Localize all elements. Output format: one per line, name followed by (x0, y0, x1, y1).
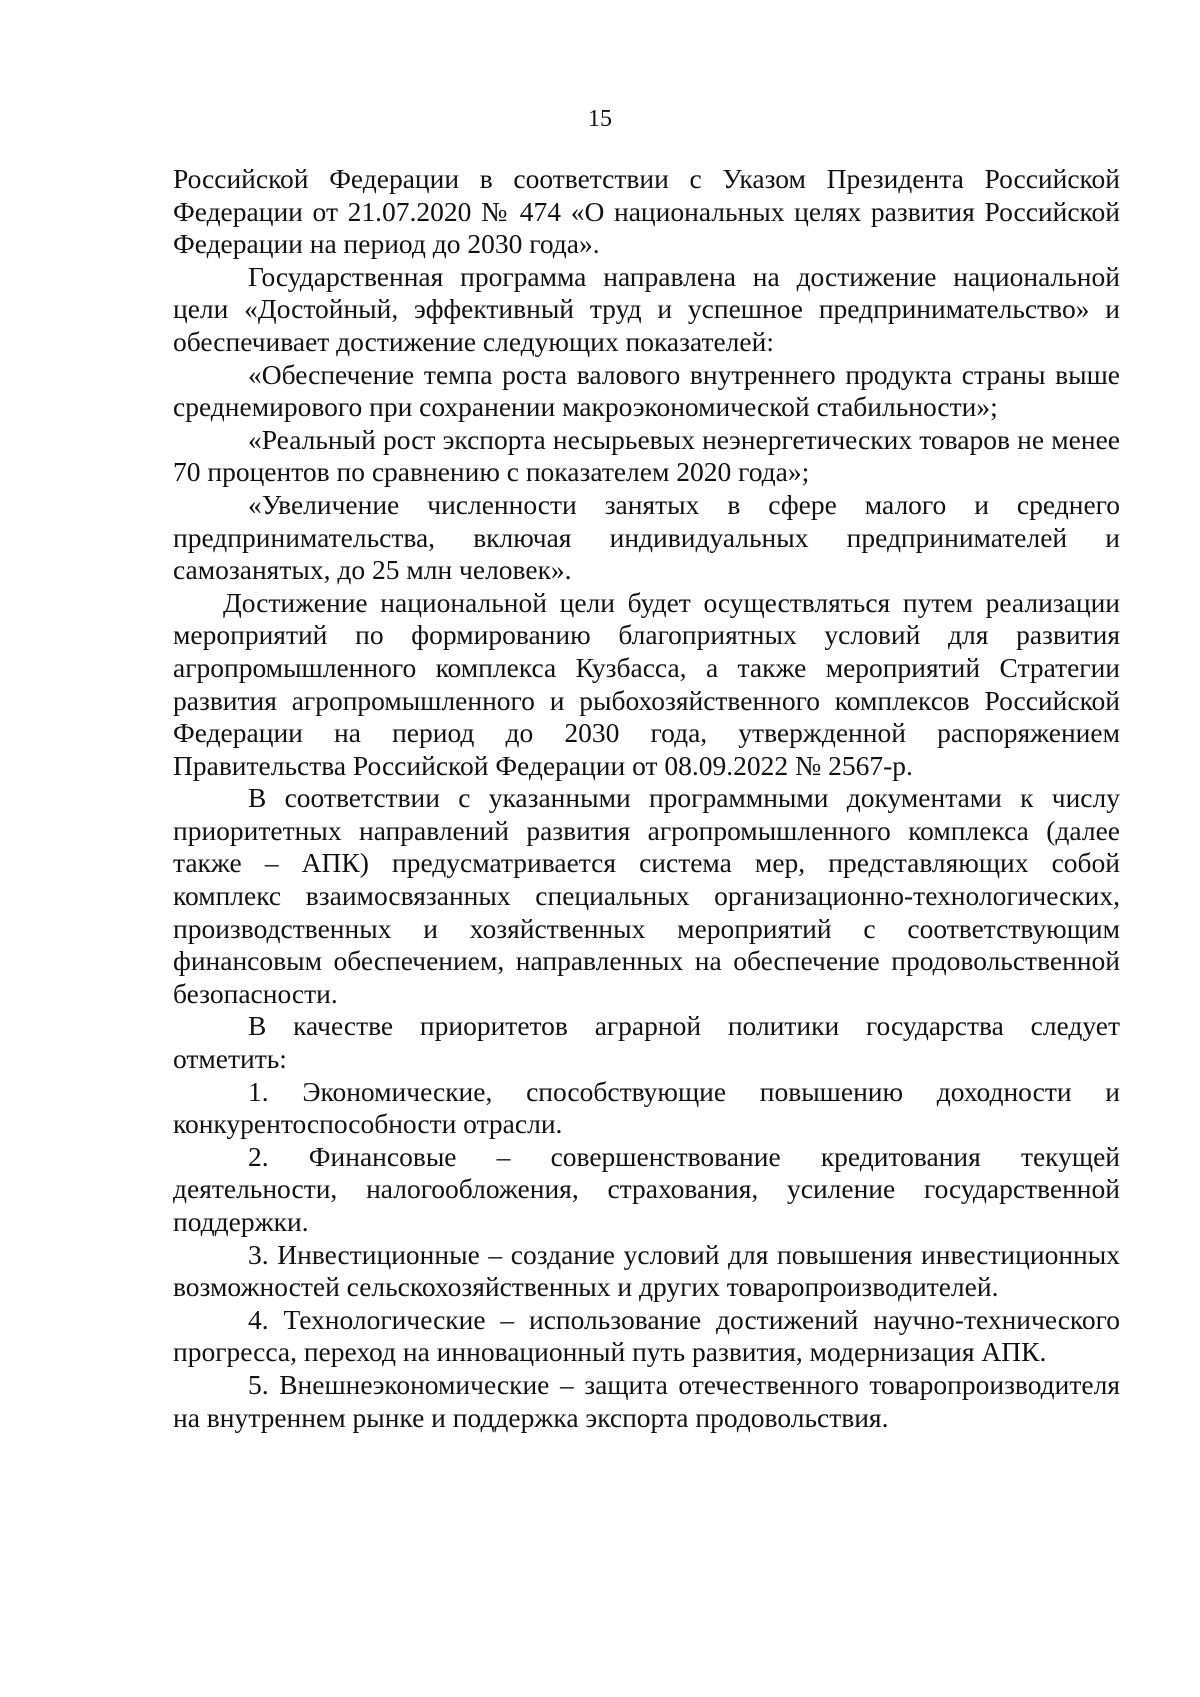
paragraph-indicator-export: «Реальный рост экспорта несырьевых неэнергетических товаров не менее 70 процентов по сравнению с показателем 2020 года»; (173, 423, 1120, 488)
list-item-technological: 4. Технологические – использование достижений научно-технического прогресса, переход на инновационный путь развития, модернизация АПК. (173, 1303, 1120, 1368)
paragraph-continuation: Российской Федерации в соответствии с Указом Президента Российской Федерации от 21.07.2020 № 474 «О национальных целях развития Российской Федерации на период до 2030 года». (173, 163, 1120, 260)
document-body (173, 163, 1120, 1434)
list-item-foreign-economic: 5. Внешнеэкономические – защита отечественного товаропроизводителя на внутреннем рынке и поддержка экспорта продовольствия. (173, 1368, 1120, 1433)
list-item-investment: 3. Инвестиционные – создание условий для повышения инвестиционных возможностей сельскохозяйственных и других товаропроизводителей. (173, 1238, 1120, 1303)
list-item-economic: 1. Экономические, способствующие повышению доходности и конкурентоспособности отрасли. (173, 1075, 1120, 1140)
paragraph-priorities-intro: В качестве приоритетов аграрной политики государства следует отметить: (173, 1010, 1120, 1075)
page-number: 15 (588, 106, 612, 132)
list-item-financial: 2. Финансовые – совершенствование кредитования текущей деятельности, налогообложения, страхования, усиление государственной поддержки. (173, 1140, 1120, 1237)
paragraph-indicator-employment: «Увеличение численности занятых в сфере малого и среднего предпринимательства, включая индивидуальных предпринимателей и самозанятых, до 25 млн человек». (173, 488, 1120, 586)
paragraph-program-goal: Государственная программа направлена на достижение национальной цели «Достойный, эффективный труд и успешное предпринимательство» и обеспечивает достижение следующих показателей: (173, 260, 1120, 357)
paragraph-indicator-gdp: «Обеспечение темпа роста валового внутреннего продукта страны выше среднемирового при сохранении макроэкономической стабильности»; (173, 358, 1120, 423)
paragraph-priority-directions: В соответствии с указанными программными документами к числу приоритетных направлений развития агропромышленного комплекса (далее также – АПК) предусматривается система мер, представляющих собой комплекс взаимосвязанных специальных организационно-технологических, производственных и хозяйственных мероприятий с соответствующим финансовым обеспечением, направленных на обеспечение продовольственной безопасности. (173, 782, 1120, 1009)
paragraph-national-goal: Достижение национальной цели будет осуществляться путем реализации мероприятий по формированию благоприятных условий для развития агропромышленного комплекса Кузбасса, а также мероприятий Стратегии развития агропромышленного и рыбохозяйственного комплексов Российской Федерации на период до 2030 года, утвержденной распоряжением Правительства Российской Федерации от 08.09.2022 № 2567-р. (173, 586, 1120, 781)
